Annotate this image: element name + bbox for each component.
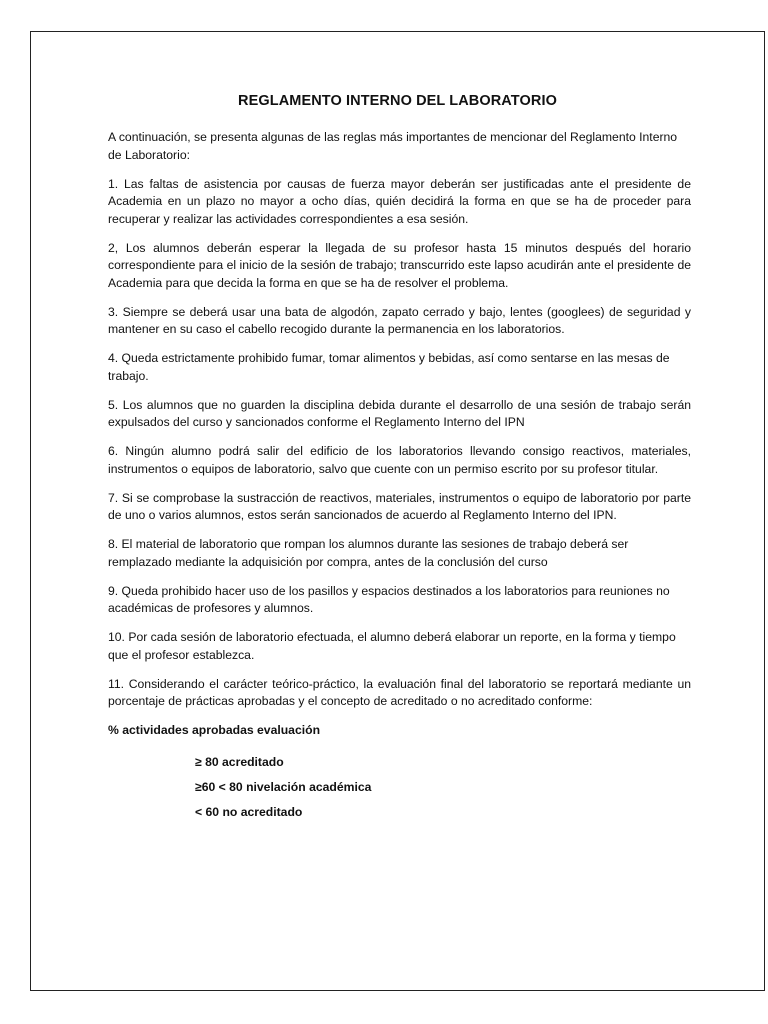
rule-5: 5. Los alumnos que no guarden la disciplina debida durante el desarrollo de una sesión de trabajo serán expulsados del curso y sancionados conforme el Reglamento Interno del IPN bbox=[108, 397, 691, 429]
rule-3: 3. Siempre se deberá usar una bata de algodón, zapato cerrado y bajo, lentes (googlees) de seguridad y mantener en su caso el cabello recogido durante la permanencia en los laboratorios. bbox=[108, 304, 691, 336]
intro-paragraph: A continuación, se presenta algunas de las reglas más importantes de mencionar del Reglamento Interno de Laboratorio: bbox=[108, 130, 678, 162]
rule-10: 10. Por cada sesión de laboratorio efectuada, el alumno deberá elaborar un reporte, en la forma y tiempo que el profesor establezca. bbox=[108, 630, 676, 662]
rule-6: 6. Ningún alumno podrá salir del edificio de los laboratorios llevando consigo reactivos, materiales, instrumentos o equipos de laboratorio, salvo que cuente con un permiso escrito por su profesor titular. bbox=[108, 444, 691, 476]
rule-2: 2, Los alumnos deberán esperar la llegada de su profesor hasta 15 minutos después del horario correspondiente para el inicio de la sesión de trabajo; transcurrido este lapso acudirán ante el presidente de Academia para que decida la forma en que se ha de resolver el problema. bbox=[108, 240, 691, 290]
page-frame bbox=[30, 31, 765, 991]
grade-acreditado: ≥ 80 acreditado bbox=[195, 754, 284, 769]
evaluation-heading: % actividades aprobadas evaluación bbox=[108, 723, 321, 737]
rule-4: 4. Queda estrictamente prohibido fumar, tomar alimentos y bebidas, así como sentarse en las mesas de trabajo. bbox=[108, 351, 670, 383]
grade-no-acreditado: < 60 no acreditado bbox=[195, 804, 303, 819]
grade-nivelacion: ≥60 < 80 nivelación académica bbox=[195, 779, 372, 794]
rule-1: 1. Las faltas de asistencia por causas de fuerza mayor deberán ser justificadas ante el presidente de Academia en un plazo no mayor a ocho días, quién decidirá la forma en que se ha de proceder para recuperar y realizar las actividades correspondientes a esa sesión. bbox=[108, 176, 691, 226]
rule-11: 11. Considerando el carácter teórico-práctico, la evaluación final del laboratorio se reportará mediante un porcentaje de prácticas aprobadas y el concepto de acreditado o no acreditado conforme: bbox=[108, 676, 691, 708]
rule-8: 8. El material de laboratorio que rompan los alumnos durante las sesiones de trabajo deberá ser remplazado mediante la adquisición por compra, antes de la conclusión del curso bbox=[108, 537, 629, 569]
rule-9: 9. Queda prohibido hacer uso de los pasillos y espacios destinados a los laboratorios para reuniones no académicas de profesores y alumnos. bbox=[108, 583, 670, 615]
document-body bbox=[108, 129, 691, 829]
rule-7: 7. Si se comprobase la sustracción de reactivos, materiales, instrumentos o equipo de laboratorio por parte de uno o varios alumnos, estos serán sancionados de acuerdo al Reglamento Interno del IPN. bbox=[108, 490, 691, 522]
evaluation-grades bbox=[195, 754, 691, 822]
page-title: REGLAMENTO INTERNO DEL LABORATORIO bbox=[238, 93, 557, 109]
